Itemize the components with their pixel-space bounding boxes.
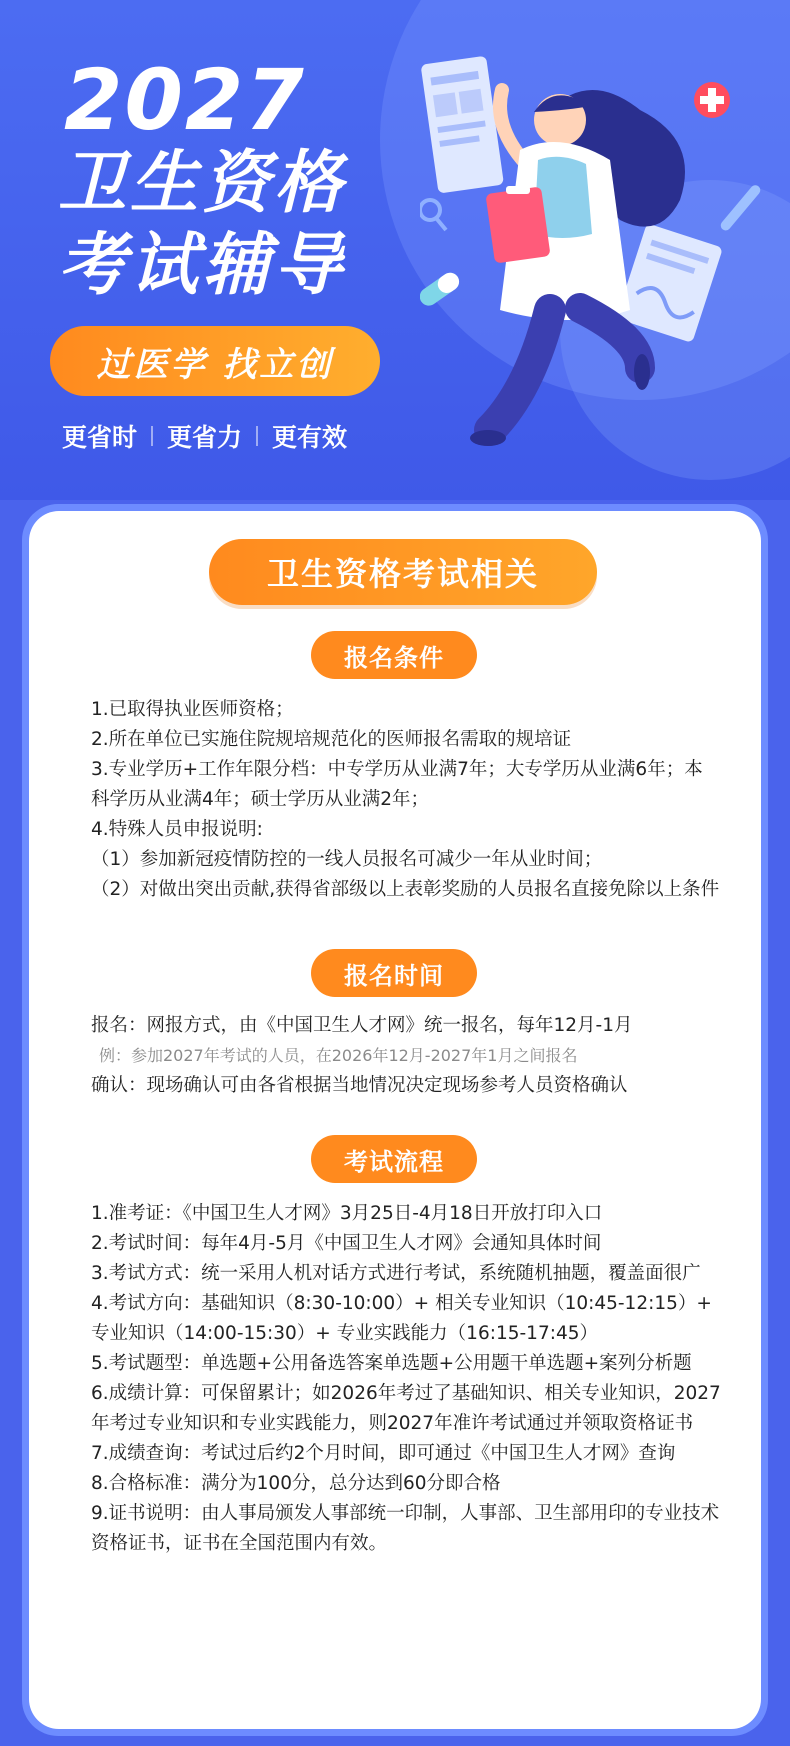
- process-list: [91, 1199, 721, 1559]
- magnifier-icon: [420, 200, 446, 230]
- time-block: [91, 1011, 721, 1101]
- list-item: 1.准考证：《中国卫生人才网》3月25日-4月18日开放打印入口: [91, 1203, 603, 1224]
- hero-banner: [0, 0, 790, 500]
- list-item: 4.特殊人员申报说明:: [91, 819, 263, 840]
- thermometer-icon: [719, 183, 763, 232]
- slogan-badge: 过医学 找立创: [50, 326, 380, 396]
- content-card: [29, 511, 761, 1729]
- registration-line: 报名：网报方式，由《中国卫生人才网》统一报名，每年12月-1月: [91, 1015, 633, 1036]
- doctor-illustration: [420, 40, 790, 470]
- section-title-time: 报名时间: [311, 949, 477, 997]
- medical-cross-icon: [694, 82, 730, 118]
- main-title-badge: 卫生资格考试相关: [209, 539, 597, 605]
- document-icon: [421, 56, 504, 194]
- hero-title-line2: 考试辅导: [58, 226, 347, 305]
- list-item: 5.考试题型：单选题+公用备选答案单选题+公用题干单选题+案列分析题: [91, 1353, 692, 1374]
- divider: [256, 426, 258, 446]
- list-item: 3.专业学历+工作年限分档：中专学历从业满7年；大专学历从业满6年；本科学历从业满4年；硕士学历从业满2年；: [91, 759, 703, 810]
- list-item: 2.所在单位已实施住院规培规范化的医师报名需取的规培证: [91, 729, 572, 750]
- content-card-frame: [22, 504, 768, 1736]
- list-item: （2）对做出突出贡献,获得省部级以上表彰奖励的人员报名直接免除以上条件: [91, 879, 720, 900]
- section-title-process: 考试流程: [311, 1135, 477, 1183]
- hero-year: 2027: [64, 51, 306, 149]
- list-item: 3.考试方式：统一采用人机对话方式进行考试，系统随机抽题，覆盖面很广: [91, 1263, 701, 1284]
- list-item: 1.已取得执业医师资格；: [91, 699, 294, 720]
- registration-note: 例：参加2027年考试的人员，在2026年12月-2027年1月之间报名: [99, 1046, 578, 1065]
- benefit-item: 更省时: [62, 423, 138, 452]
- list-item: 8.合格标准：满分为100分，总分达到60分即合格: [91, 1473, 501, 1494]
- list-item: 2.考试时间：每年4月-5月《中国卫生人才网》会通知具体时间: [91, 1233, 602, 1254]
- list-item: 6.成绩计算：可保留累计；如2026年考过了基础知识、相关专业知识，2027年考过专业知识和专业实践能力，则2027年准许考试通过并领取资格证书: [91, 1383, 721, 1434]
- hero-title-line1: 卫生资格: [58, 144, 347, 223]
- benefit-item: 更有效: [272, 423, 348, 452]
- benefits-row: [62, 418, 347, 454]
- confirmation-line: 确认：现场确认可由各省根据当地情况决定现场参考人员资格确认: [91, 1075, 628, 1096]
- list-item: 9.证书说明：由人事局颁发人事部统一印制，人事部、卫生部用印的专业技术资格证书，证书在全国范围内有效。: [91, 1503, 720, 1554]
- benefit-item: 更省力: [167, 423, 243, 452]
- list-item: （1）参加新冠疫情防控的一线人员报名可减少一年从业时间；: [91, 849, 603, 870]
- conditions-list: [91, 695, 721, 905]
- list-item: 4.考试方向：基础知识（8:30-10:00）+ 相关专业知识（10:45-12:15）+ 专业知识（14:00-15:30）+ 专业实践能力（16:15-17:45）: [91, 1293, 712, 1344]
- list-item: 7.成绩查询：考试过后约2个月时间，即可通过《中国卫生人才网》查询: [91, 1443, 676, 1464]
- pill-icon: [420, 269, 463, 309]
- divider: [151, 426, 153, 446]
- section-title-conditions: 报名条件: [311, 631, 477, 679]
